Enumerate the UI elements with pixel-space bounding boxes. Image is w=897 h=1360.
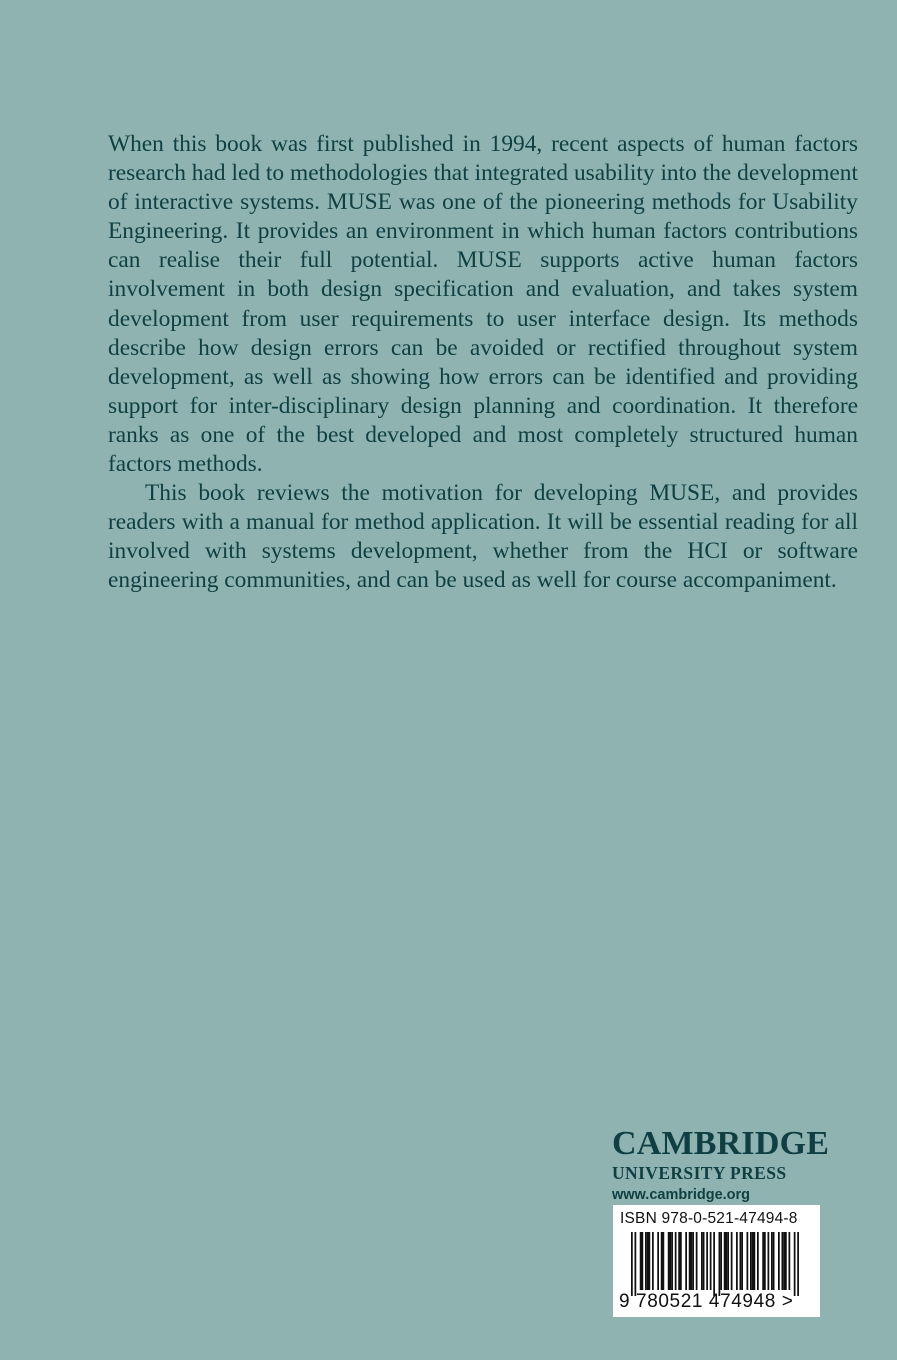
barcode-bar [706, 1232, 708, 1290]
barcode-bar [771, 1232, 773, 1290]
barcode-bar [671, 1232, 673, 1290]
barcode-bar [647, 1232, 649, 1290]
barcode-bar [794, 1232, 796, 1296]
barcode-bar [741, 1232, 743, 1290]
barcode-bar [696, 1232, 698, 1290]
barcode-bar [727, 1232, 729, 1290]
barcode-bar [719, 1232, 721, 1296]
barcode-bar [670, 1232, 672, 1290]
barcode-bar [750, 1232, 752, 1290]
barcode-bar [701, 1232, 703, 1290]
barcode-bar [726, 1232, 728, 1290]
barcode-bar [778, 1232, 780, 1290]
barcode-bar [668, 1232, 670, 1290]
barcode-bar [661, 1232, 663, 1290]
blurb-paragraph-1: When this book was first published in 1994, recent aspects of human factors research had led to methodologies that integrated usability into the development of interactive systems. MUSE was one of the pioneering methods for Usability Engineering. It provides an environment in which human factors contributions can realise their full potential. MUSE supports active human factors involvement in both design specification and evaluation, and takes system development from user requirements to user interface design. Its methods describe how design errors can be avoided or rectified throughout system development, as well as showing how errors can be identified and providing support for inter-disciplinary design planning and coordination. It therefore ranks as one of the best developed and most completely structured human factors methods. [108, 131, 858, 478]
barcode-bar [685, 1232, 687, 1290]
back-cover-blurb [108, 130, 858, 596]
barcode-bar [773, 1232, 775, 1290]
barcode-bar [675, 1232, 677, 1290]
barcode-bar [649, 1232, 651, 1290]
barcode-bar [652, 1232, 654, 1290]
barcode-bar [680, 1232, 682, 1290]
barcode-bar [785, 1232, 787, 1290]
barcode-bar [692, 1232, 694, 1290]
barcode-bar [710, 1232, 712, 1290]
barcode-bar [691, 1232, 693, 1290]
barcode-bar [789, 1232, 791, 1290]
barcode-bar [783, 1232, 785, 1290]
barcode-bar [645, 1232, 647, 1290]
barcode-bar [752, 1232, 754, 1290]
isbn-number: ISBN 978-0-521-47494-8 [620, 1210, 798, 1227]
barcode-bar [663, 1232, 665, 1290]
barcode-bar [747, 1232, 749, 1290]
barcode-bar [642, 1232, 644, 1290]
barcode-bar [736, 1232, 738, 1290]
barcode-bar [724, 1232, 726, 1290]
barcode-bar [762, 1232, 764, 1290]
barcode-bar [797, 1232, 799, 1296]
barcode-bar [689, 1232, 691, 1290]
blurb-paragraph-2: This book reviews the motivation for developing MUSE, and provides readers with a manual for method application. It will be essential reading for all involved with systems development, whether from the HCI or software engineering communities, and can be used as well for course accompaniment. [108, 480, 858, 594]
barcode-bar [740, 1232, 742, 1290]
publisher-name: CAMBRIDGE [612, 1125, 830, 1162]
barcode-bar [713, 1232, 715, 1296]
publisher-url: www.cambridge.org [612, 1187, 751, 1203]
barcode-bar [678, 1232, 680, 1290]
barcode-bar [657, 1232, 659, 1290]
barcode-bar [754, 1232, 756, 1290]
barcode-bar [703, 1232, 705, 1290]
publisher-subtitle: UNIVERSITY PRESS [612, 1163, 787, 1183]
barcode-digits: 9 780521 474948 > [619, 1291, 794, 1312]
barcode-bar [768, 1232, 770, 1290]
barcode-bar [635, 1232, 637, 1296]
publisher-block [612, 1125, 830, 1206]
isbn-barcode [613, 1205, 820, 1317]
barcode-bar [764, 1232, 766, 1290]
barcode-bar [631, 1232, 633, 1296]
barcode-bar [731, 1232, 733, 1290]
barcode-bar [640, 1232, 642, 1290]
barcode-bar [757, 1232, 759, 1290]
barcode-bar [720, 1232, 722, 1290]
barcode-bar [782, 1232, 784, 1290]
